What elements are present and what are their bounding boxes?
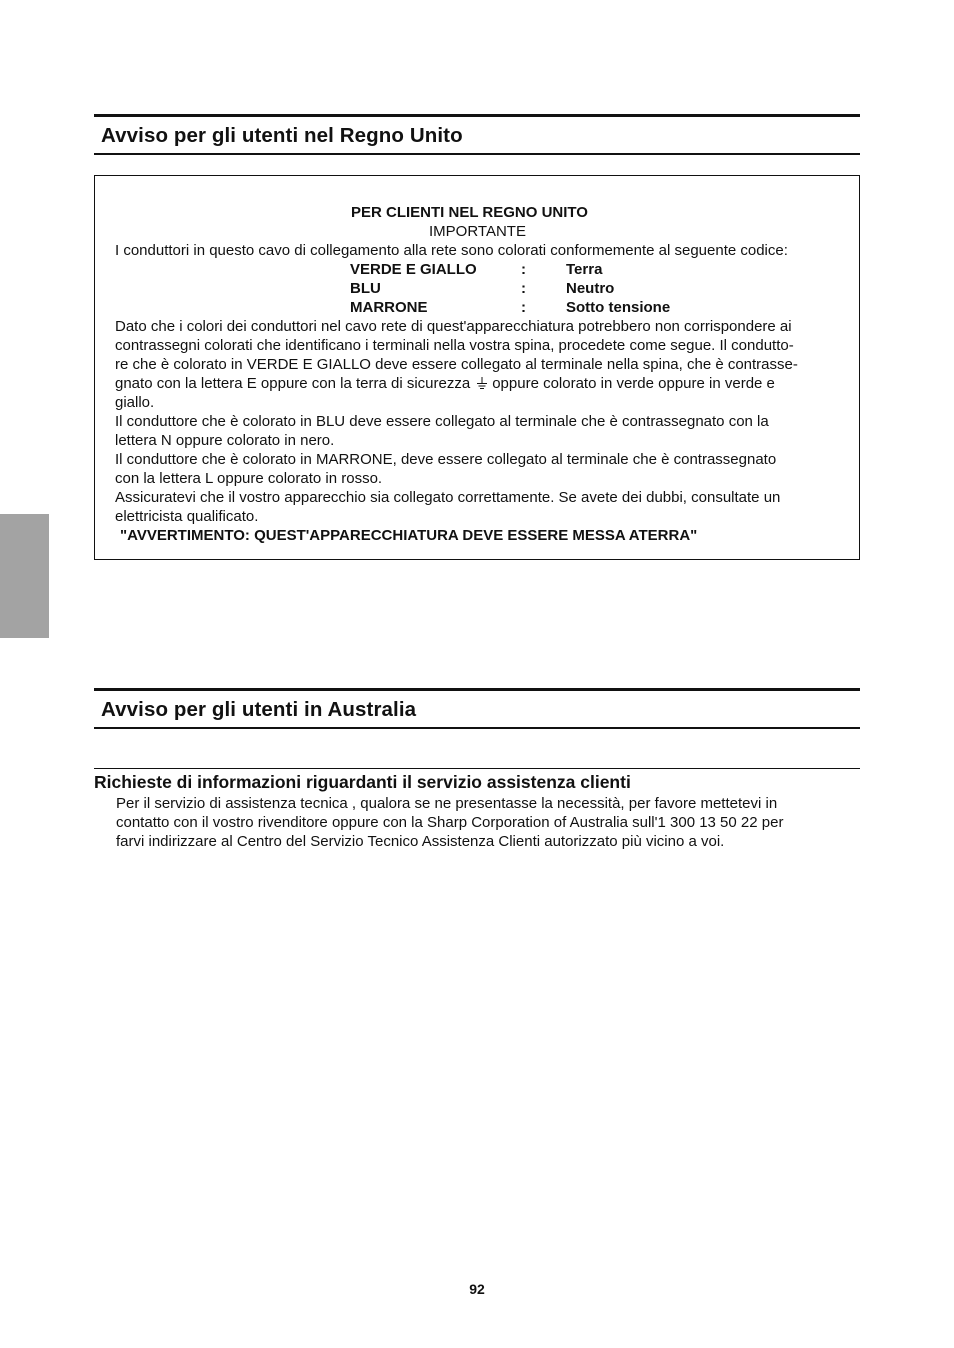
box-intro: I conduttori in questo cavo di collegamento alla rete sono colorati conformemente al seguente codice: bbox=[115, 242, 788, 259]
section-title-australia: Avviso per gli utenti in Australia bbox=[101, 698, 417, 721]
side-thumb-tab bbox=[0, 514, 49, 638]
paragraph-line: farvi indirizzare al Centro del Servizio Tecnico Assistenza Clienti autorizzato più vicino a voi. bbox=[116, 833, 725, 850]
paragraph-line: giallo. bbox=[115, 394, 155, 411]
section-header-australia bbox=[94, 688, 860, 729]
paragraph-brown bbox=[115, 450, 845, 488]
paragraph-line: re che è colorato in VERDE E GIALLO deve essere collegato al terminale nella spina, che è contrasse- bbox=[115, 356, 798, 373]
paragraph-green-yellow bbox=[115, 317, 845, 412]
uk-notice-box bbox=[94, 175, 860, 560]
paragraph-line: contatto con il vostro rivenditore oppure con la Sharp Corporation of Australia sull'1 300 13 50 22 per bbox=[116, 814, 784, 831]
box-heading: PER CLIENTI NEL REGNO UNITO bbox=[351, 204, 588, 221]
page-number: 92 bbox=[469, 1281, 485, 1297]
paragraph-line bbox=[115, 374, 845, 393]
color-code-row bbox=[350, 260, 850, 279]
color-code-separator: : bbox=[521, 280, 526, 297]
paragraph-line: con la lettera L oppure colorato in rosso. bbox=[115, 470, 383, 487]
paragraph-line-part: gnato con la lettera E oppure con la terra di sicurezza bbox=[115, 375, 471, 392]
color-code-row bbox=[350, 279, 850, 298]
color-code-separator: : bbox=[521, 299, 526, 316]
paragraph-line: Il conduttore che è colorato in MARRONE, deve essere collegato al terminale che è contrassegnato bbox=[115, 451, 777, 468]
paragraph-line: contrassegni colorati che identificano i terminali nella vostra spina, procedete come segue. Il condutto- bbox=[115, 337, 794, 354]
paragraph-line: Il conduttore che è colorato in BLU deve essere collegato al terminale che è contrassegnato con la bbox=[115, 413, 769, 430]
color-code-separator: : bbox=[521, 261, 526, 278]
section-header-uk bbox=[94, 114, 860, 155]
paragraph-line: lettera N oppure colorato in nero. bbox=[115, 432, 335, 449]
paragraph-line: Dato che i colori dei conduttori nel cavo rete di quest'apparecchiatura potrebbero non corrispondere ai bbox=[115, 318, 792, 335]
color-code-meaning: Sotto tensione bbox=[566, 299, 671, 316]
color-code-meaning: Terra bbox=[566, 261, 603, 278]
color-code-color: VERDE E GIALLO bbox=[350, 261, 477, 278]
australia-service-paragraph bbox=[116, 794, 856, 851]
earth-ground-icon bbox=[476, 377, 488, 389]
section-title-uk: Avviso per gli utenti nel Regno Unito bbox=[101, 124, 463, 147]
color-code-row bbox=[350, 298, 850, 317]
earthing-warning: "AVVERTIMENTO: QUEST'APPARECCHIATURA DEVE ESSERE MESSA ATERRA" bbox=[120, 527, 698, 544]
color-code-meaning: Neutro bbox=[566, 280, 615, 297]
paragraph-line-part: oppure colorato in verde oppure in verde e bbox=[492, 375, 775, 392]
color-code-color: BLU bbox=[350, 280, 381, 297]
paragraph-line: elettricista qualificato. bbox=[115, 508, 259, 525]
color-code-color: MARRONE bbox=[350, 299, 428, 316]
subsection-title-customer-service: Richieste di informazioni riguardanti il servizio assistenza clienti bbox=[94, 772, 631, 792]
box-subheading: IMPORTANTE bbox=[429, 223, 526, 240]
subsection-divider bbox=[94, 768, 860, 769]
paragraph-blue bbox=[115, 412, 845, 450]
paragraph-check-connection bbox=[115, 488, 845, 526]
paragraph-line: Assicuratevi che il vostro apparecchio sia collegato correttamente. Se avete dei dubbi, consultate un bbox=[115, 489, 781, 506]
paragraph-line: Per il servizio di assistenza tecnica , qualora se ne presentasse la necessità, per favore mettetevi in bbox=[116, 795, 778, 812]
